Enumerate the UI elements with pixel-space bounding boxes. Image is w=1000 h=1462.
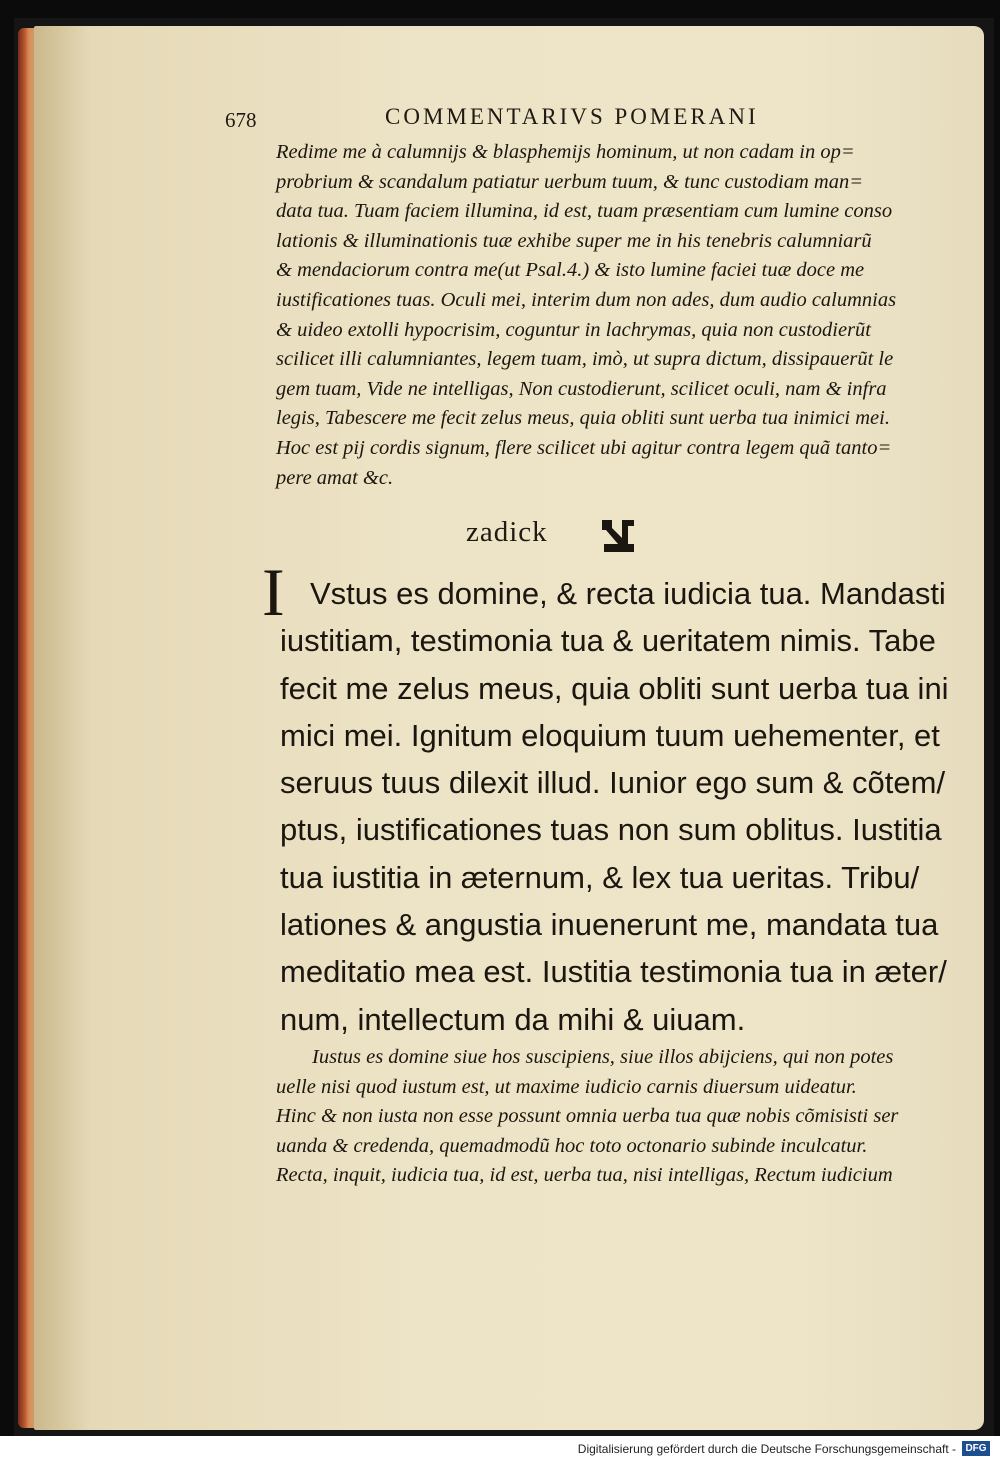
commentary-line: iustificationes tuas. Oculi mei, interim dum non ades, dum audio calumnias — [276, 288, 897, 311]
commentary-line: uelle nisi quod iustum est, ut maxime iudicio carnis diuersum uideatur. — [276, 1075, 857, 1098]
commentary-line: Hoc est pij cordis signum, flere scilicet ubi agitur contra legem quã tanto= — [276, 436, 892, 459]
commentary-line: gem tuam, Vide ne intelligas, Non custodierunt, scilicet oculi, nam & infra — [276, 377, 887, 400]
footer-bar — [0, 1436, 1000, 1462]
commentary-line: probrium & scandalum patiatur uerbum tuum, & tunc custodiam man= — [276, 170, 864, 193]
dfg-logo-icon[interactable]: DFG — [962, 1441, 990, 1456]
psalm-line: tua iustitia in æternum, & lex tua ueritas. Tribu/ — [280, 859, 920, 895]
running-head: COMMENTARIVS POMERANI — [385, 104, 759, 129]
psalm-text — [280, 570, 949, 1043]
commentary-line: & mendaciorum contra me(ut Psal.4.) & isto lumine faciei tuæ doce me — [276, 259, 865, 282]
commentary-line: Recta, inquit, iudicia tua, id est, uerba tua, nisi intelligas, Rectum iudicium — [276, 1164, 893, 1187]
commentary-top — [276, 138, 936, 493]
commentary-line: Hinc & non iusta non esse possunt omnia uerba tua quæ nobis cõmisisti ser — [276, 1105, 899, 1128]
footer-credit: Digitalisierung gefördert durch die Deutsche Forschungsgemeinschaft - — [577, 1442, 956, 1456]
psalm-line: mici mei. Ignitum eloquium tuum uehementer, et — [280, 717, 940, 753]
commentary-line: legis, Tabescere me fecit zelus meus, quia obliti sunt uerba tua inimici mei. — [276, 407, 890, 430]
commentary-line: data tua. Tuam faciem illumina, id est, tuam præsentiam cum lumine conso — [276, 200, 893, 223]
commentary-bottom — [276, 1043, 936, 1191]
commentary-line: Iustus es domine siue hos suscipiens, siue illos abijciens, qui non potes — [312, 1046, 894, 1068]
commentary-line: lationis & illuminationis tuæ exhibe super me in his tenebris calumniarũ — [276, 229, 872, 252]
commentary-line: Redime me à calumnijs & blasphemijs hominum, ut non cadam in op= — [276, 141, 855, 163]
psalm-line: meditatio mea est. Iustitia testimonia tua in æter/ — [280, 954, 947, 990]
psalm-line: num, intellectum da mihi & uiuam. — [280, 1001, 746, 1037]
commentary-line: scilicet illi calumniantes, legem tuam, imò, ut supra dictum, dissipauerũt le — [276, 348, 894, 371]
psalm-line: Vstus es domine, & recta iudicia tua. Mandasti — [310, 576, 946, 611]
page-number: 678 — [225, 108, 257, 132]
psalm-line: iustitiam, testimonia tua & ueritatem nimis. Tabe — [280, 623, 936, 659]
psalm-line: lationes & angustia inuenerunt me, mandata tua — [280, 907, 939, 943]
psalm-line: fecit me zelus meus, quia obliti sunt uerba tua ini — [280, 670, 949, 706]
hebrew-tsade-icon — [596, 514, 640, 558]
drop-initial: I — [262, 554, 285, 630]
commentary-line: & uideo extolli hypocrisim, coguntur in lachrymas, quia non custodierũt — [276, 318, 872, 341]
psalm-line: ptus, iustificationes tuas non sum oblitus. Iustitia — [280, 812, 942, 848]
section-heading: zadick — [466, 516, 548, 548]
commentary-line: pere amat &c. — [276, 466, 394, 489]
psalm-line: seruus tuus dilexit illud. Iunior ego sum & cõtem/ — [280, 765, 946, 801]
commentary-line: uanda & credenda, quemadmodũ hoc toto octonario subinde inculcatur. — [276, 1134, 868, 1157]
